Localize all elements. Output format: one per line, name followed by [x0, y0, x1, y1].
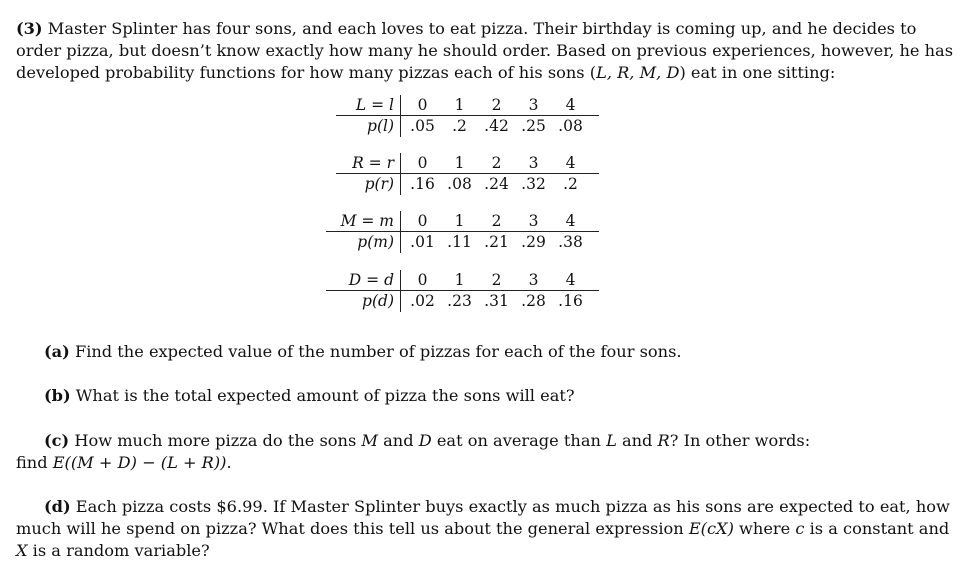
- table-value-cell: 3: [528, 212, 539, 230]
- table-probability-cell: .16: [410, 175, 435, 193]
- question-c-r: R: [657, 431, 670, 450]
- question-c-text-2: eat on average than: [431, 431, 607, 450]
- table-value-cell: 0: [417, 154, 428, 172]
- question-d-text-1: Each pizza costs $6.99. If Master Splinter buys exactly as much pizza as his sons are expected to eat, how much will he spend on pizza? What does this tell us about the general expression: [16, 497, 950, 538]
- question-a: [44, 341, 954, 363]
- table-vertical-rule: [400, 153, 401, 195]
- table-vertical-rule: [400, 95, 401, 137]
- table-vertical-rule: [400, 270, 401, 312]
- table-probability-label: p(d): [362, 292, 394, 310]
- table-vertical-rule: [400, 211, 401, 253]
- table-probability-cell: .32: [521, 175, 546, 193]
- table-probability-cell: .08: [558, 117, 583, 135]
- table-horizontal-rule: [336, 115, 599, 116]
- table-value-cell: 3: [528, 96, 539, 114]
- table-probability-cell: .01: [410, 233, 435, 251]
- table-probability-row: [336, 174, 599, 194]
- table-probability-cell: .2: [563, 175, 578, 193]
- table-probability-cell: .2: [452, 117, 467, 135]
- table-value-cell: 4: [565, 96, 576, 114]
- table-probability-cell: .05: [410, 117, 435, 135]
- table-value-row: [326, 270, 599, 290]
- question-d-text-3: is a constant and: [804, 519, 950, 538]
- question-a-text: Find the expected value of the number of pizzas for each of the four sons.: [69, 342, 682, 361]
- intro-text-1: Master Splinter has four sons, and each loves to eat pizza. Their birthday is coming up, and he decides to order pizza, but doesn’t know exactly how many he should order. Based on previous experiences, however, he has developed probability functions for how many pizzas each of his sons (: [16, 19, 953, 82]
- question-c-l: L: [606, 431, 617, 450]
- table-value-cell: 2: [491, 96, 502, 114]
- question-d-label: (d): [44, 497, 71, 516]
- table-value-cell: 0: [417, 96, 428, 114]
- table-value-cell: 1: [454, 212, 465, 230]
- question-c-expr: E((M + D) − (L + R)): [52, 453, 227, 472]
- question-c-text-4: find: [16, 453, 53, 472]
- question-b-text: What is the total expected amount of pizza the sons will eat?: [70, 386, 575, 405]
- table-probability-row: [326, 232, 599, 252]
- table-value-cell: 3: [528, 271, 539, 289]
- table-value-row: [326, 211, 599, 231]
- intro-vars: L, R, M, D: [596, 63, 680, 82]
- table-probability-row: [326, 291, 599, 311]
- table-probability-cell: .08: [447, 175, 472, 193]
- question-b: [44, 385, 954, 407]
- question-c-text-1: How much more pizza do the sons: [69, 431, 362, 450]
- question-d-text-2: where: [733, 519, 796, 538]
- question-d-expr: E(cX): [688, 519, 734, 538]
- table-probability-cell: .31: [484, 292, 509, 310]
- table-value-cell: 4: [565, 212, 576, 230]
- question-c-text-3: ? In other words:: [669, 431, 811, 450]
- table-probability-cell: .29: [521, 233, 546, 251]
- table-value-cell: 2: [491, 271, 502, 289]
- problem-number: (3): [16, 19, 43, 38]
- table-value-cell: 0: [417, 271, 428, 289]
- question-c-and-1: and: [377, 431, 419, 450]
- table-value-cell: 4: [565, 154, 576, 172]
- question-a-label: (a): [44, 342, 70, 361]
- question-c-text-5: .: [226, 453, 232, 472]
- question-c-and-2: and: [616, 431, 658, 450]
- table-probability-cell: .25: [521, 117, 546, 135]
- table-probability-cell: .38: [558, 233, 583, 251]
- table-value-cell: 1: [454, 154, 465, 172]
- problem-intro: [16, 18, 956, 84]
- table-value-cell: 2: [491, 154, 502, 172]
- table-probability-row: [336, 116, 599, 136]
- question-d-c: c: [795, 519, 805, 538]
- table-horizontal-rule: [326, 231, 599, 232]
- table-horizontal-rule: [326, 290, 599, 291]
- table-variable-label: M = m: [340, 212, 394, 230]
- table-probability-cell: .23: [447, 292, 472, 310]
- table-variable-label: R = r: [352, 154, 394, 172]
- table-horizontal-rule: [336, 173, 599, 174]
- question-b-label: (b): [44, 386, 71, 405]
- table-probability-cell: .24: [484, 175, 509, 193]
- table-value-cell: 1: [454, 271, 465, 289]
- table-value-row: [336, 95, 599, 115]
- table-value-row: [336, 153, 599, 173]
- intro-text-2: ) eat in one sitting:: [679, 63, 836, 82]
- table-probability-cell: .02: [410, 292, 435, 310]
- table-probability-cell: .11: [447, 233, 472, 251]
- question-c-label: (c): [44, 431, 70, 450]
- table-probability-cell: .28: [521, 292, 546, 310]
- table-value-cell: 2: [491, 212, 502, 230]
- table-value-cell: 0: [417, 212, 428, 230]
- table-probability-cell: .42: [484, 117, 509, 135]
- table-value-cell: 1: [454, 96, 465, 114]
- question-c: [16, 430, 956, 474]
- table-value-cell: 3: [528, 154, 539, 172]
- table-probability-label: p(l): [367, 117, 394, 135]
- table-variable-label: D = d: [348, 271, 394, 289]
- question-c-d: D: [418, 431, 432, 450]
- question-d-x: X: [16, 541, 28, 560]
- table-probability-label: p(r): [364, 175, 394, 193]
- question-c-m: M: [361, 431, 378, 450]
- table-variable-label: L = l: [355, 96, 394, 114]
- question-d: [16, 496, 956, 562]
- table-probability-cell: .21: [484, 233, 509, 251]
- table-value-cell: 4: [565, 271, 576, 289]
- table-probability-cell: .16: [558, 292, 583, 310]
- question-d-text-4: is a random variable?: [27, 541, 210, 560]
- table-probability-label: p(m): [357, 233, 394, 251]
